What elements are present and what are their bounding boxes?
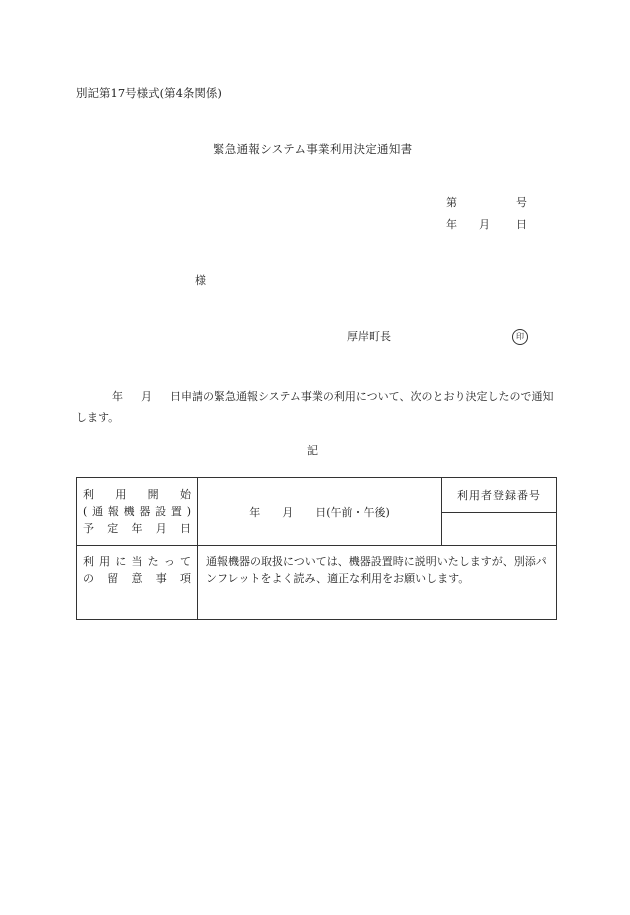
start-date-label-cell xyxy=(77,478,198,546)
start-date-month: 月 xyxy=(282,505,294,519)
notes-label-line-1: 利用に当たって xyxy=(83,555,191,568)
start-date-year: 年 xyxy=(249,505,261,519)
seal-stamp: 印 xyxy=(512,329,528,345)
date-year: 年 xyxy=(446,218,457,231)
form-number: 別記第17号様式(第4条関係) xyxy=(76,86,222,100)
document-title: 緊急通報システム事業利用決定通知書 xyxy=(213,142,413,156)
addressee-honorific: 様 xyxy=(195,274,206,287)
notes-text: 通報機器の取扱については、機器設置時に説明いたしますが、別添パンフレットをよく読み、適正な利用をお願いします。 xyxy=(198,546,557,620)
body-year: 年 xyxy=(112,390,123,403)
registration-number-value xyxy=(442,513,557,546)
body-paragraph xyxy=(76,386,556,428)
ki-label: 記 xyxy=(307,444,318,457)
date-day: 日 xyxy=(516,218,527,231)
body-text: 日申請の緊急通報システム事業の利用について、次のとおり決定したので通知します。 xyxy=(76,390,554,424)
start-label-line-2: (通報機器設置) xyxy=(83,505,191,518)
start-label-line-1: 利用開始 xyxy=(83,488,191,501)
start-date-day: 日(午前・午後) xyxy=(315,505,390,519)
registration-number-label: 利用者登録番号 xyxy=(442,478,557,513)
start-date-value-cell xyxy=(198,478,442,546)
issuer-name: 厚岸町長 xyxy=(347,330,391,343)
start-label-line-3: 予定年月日 xyxy=(83,522,191,535)
document-number-prefix: 第 xyxy=(446,196,457,209)
notes-label-line-2: の留意事項 xyxy=(83,572,191,585)
info-table xyxy=(76,477,557,620)
date-month: 月 xyxy=(479,218,490,231)
document-number-suffix: 号 xyxy=(516,196,527,209)
body-month: 月 xyxy=(141,390,152,403)
notes-label-cell xyxy=(77,546,198,620)
